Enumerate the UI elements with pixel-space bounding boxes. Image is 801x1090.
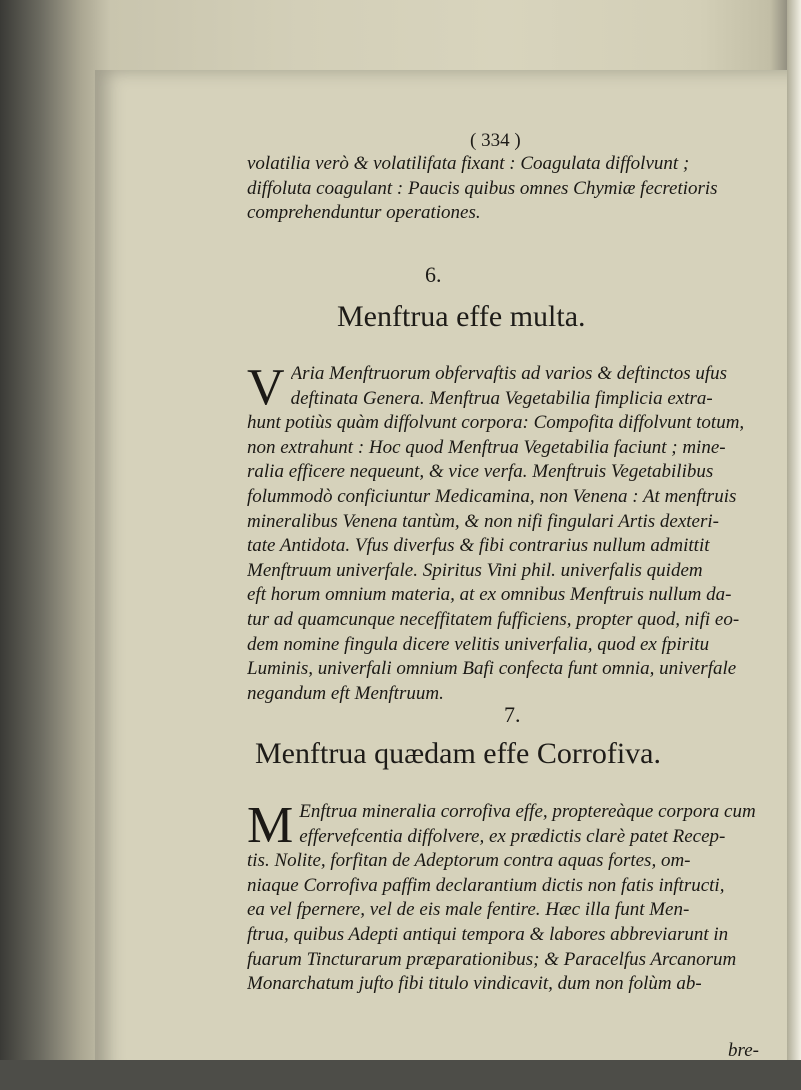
text-line: mineralibus Venena tantùm, & non nifi fingulari Artis dexteri- — [247, 510, 719, 532]
section-heading: Menftrua quædam effe Corrofiva. — [255, 737, 661, 770]
page-edge — [787, 0, 801, 1090]
book-bottom-edge — [0, 1060, 801, 1090]
text-line: volatilia verò & volatilifata fixant : Coagulata diffolvunt ; — [247, 153, 690, 174]
text-line: tate Antidota. Vfus diverfus & fibi contrarius nullum admittit — [247, 535, 710, 557]
section-heading: Menftrua effe multa. — [337, 300, 586, 333]
text-line: tis. Nolite, forfitan de Adeptorum contra aquas fortes, om- — [247, 850, 691, 872]
text-line: Enftrua mineralia corrofiva effe, proptereàque corpora cum — [299, 801, 756, 822]
text-line: tur ad quamcunque neceffitatem fufficiens, propter quod, nifi eo- — [247, 608, 740, 630]
text-line: Menftruum univerfale. Spiritus Vini phil. univerfalis quidem — [247, 559, 703, 581]
page-number: ( 334 ) — [470, 130, 521, 151]
text-line: ftrua, quibus Adepti antiqui tempora & labores abbreviarunt in — [247, 923, 729, 945]
text-line: dem nomine fingula dicere velitis univerfalia, quod ex fpiritu — [247, 633, 710, 655]
section-paragraph — [247, 359, 779, 706]
drop-cap: M — [247, 797, 294, 854]
section-number: 6. — [425, 262, 442, 287]
text-line: ralia efficere nequeunt, & vice verfa. Menftruis Vegetabilibus — [247, 461, 714, 483]
text-line: diffoluta coagulant : Paucis quibus omnes Chymiæ fecretioris — [247, 177, 718, 199]
text-line: ea vel fpernere, vel de eis male fentire. Hæc illa funt Men- — [247, 899, 690, 921]
text-line: hunt potiùs quàm diffolvunt corpora: Compofita diffolvunt totum, — [247, 412, 745, 434]
catchword: bre- — [728, 1040, 759, 1061]
text-line: negandum eft Menftruum. — [247, 682, 444, 704]
text-line: Aria Menftruorum obfervaftis ad varios & deftinctos ufus — [290, 363, 728, 384]
text-line: deftinata Genera. Menftrua Vegetabilia fimplicia extra- — [290, 387, 713, 409]
text-line: fuarum Tincturarum præparationibus; & Paracelfus Arcanorum — [247, 948, 737, 970]
drop-cap: V — [247, 359, 285, 416]
text-line: comprehenduntur operationes. — [247, 202, 481, 224]
text-line: non extrahunt : Hoc quod Menftrua Vegetabilia faciunt ; mine- — [247, 436, 726, 458]
text-line: folummodò conficiuntur Medicamina, non Venena : At menftruis — [247, 485, 737, 507]
text-line: Luminis, univerfali omnium Bafi confecta funt omnia, univerfale — [247, 658, 737, 680]
section-paragraph — [247, 797, 779, 997]
section-number: 7. — [504, 702, 521, 727]
text-line: Monarchatum jufto fibi titulo vindicavit, dum non folùm ab- — [247, 973, 702, 995]
intro-paragraph — [247, 152, 779, 226]
text-line: effervefcentia diffolvere, ex prædictis clarè patet Recep- — [299, 825, 726, 847]
text-line: niaque Corrofiva paffim declarantium dictis non fatis inftructi, — [247, 874, 725, 896]
text-line: eft horum omnium materia, at ex omnibus Menftruis nullum da- — [247, 584, 732, 606]
